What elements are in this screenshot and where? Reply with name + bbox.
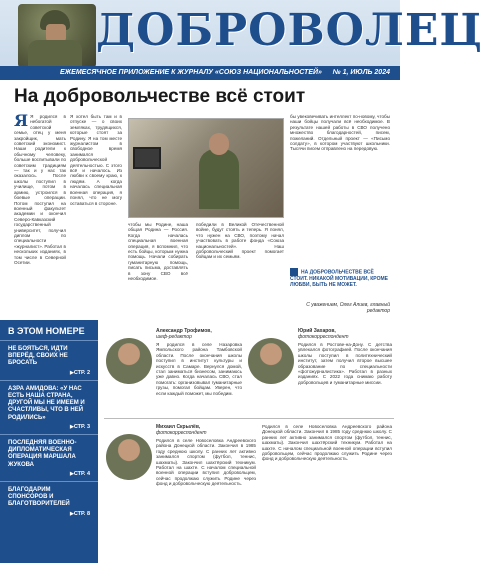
masthead-bar bbox=[0, 66, 400, 80]
pull-quote bbox=[290, 268, 390, 288]
sidebar-title: В ЭТОМ НОМЕРЕ bbox=[0, 320, 98, 341]
contents-item-page: ▶ СТР. 8 bbox=[8, 511, 90, 518]
contents-item[interactable] bbox=[0, 482, 98, 521]
monitor-shape bbox=[133, 147, 161, 169]
author-photo bbox=[248, 338, 294, 384]
author-role: шеф-редактор bbox=[156, 334, 192, 340]
author-role: фотокорреспондент bbox=[298, 334, 349, 340]
contents-item-text: БЛАГОДАРИМ СПОНСОРОВ И БЛАГОТВОРИТЕЛЕЙ bbox=[8, 487, 70, 508]
author-bio: Родился в селе Новоселовка Андреевского района Донецкой области. Закончил в 1985 году среднюю школу. С ранних лет активно занимался спортом (футбол, теннис, шахматы). Закончил шахтёрский техникум. Работал на шахте. С началом специальной военной операции вступил добровольцем, сейчас продолжаю служить Родине через фонд и добровольческую деятельность. bbox=[156, 438, 256, 487]
author-photo bbox=[106, 434, 152, 480]
contents-sidebar bbox=[0, 320, 98, 563]
issue-number: № 1, ИЮЛЬ 2024 bbox=[332, 69, 390, 76]
quote-marker-icon bbox=[290, 268, 298, 276]
author-bio-extra bbox=[106, 388, 152, 408]
contents-item-page: ▶ СТР. 2 bbox=[8, 370, 90, 377]
newspaper-title: ДОБРОВОЛЕЦ bbox=[96, 5, 483, 56]
person-shape bbox=[199, 149, 239, 209]
contents-item-text: АЗРА АМИДОВА: «У НАС ЕСТЬ НАША СТРАНА, ДРУГОЙ МЫ НЕ ИМЕЕМ И СЧАСТЛИВЫ, ЧТО В НЕЙ РОДИЛИСЬ» bbox=[8, 385, 85, 421]
author-photo bbox=[106, 338, 152, 384]
article-column-5: бы увековечивать интеллект по-новому, чтобы наши бойцы получали всё необходимое. В результате нашей работы в СВО получено множество благодарностей, писем, пожеланий. Отдельный проект — «Письмо солдату», в котором участвуют школьники. Тысячи писем отправлено на передовую. bbox=[290, 114, 390, 152]
soldier-photo bbox=[18, 4, 96, 68]
masthead-subtitle: ЕЖЕМЕСЯЧНОЕ ПРИЛОЖЕНИЕ К ЖУРНАЛУ «СОЮЗ НАЦИОНАЛЬНОСТЕЙ» bbox=[60, 69, 322, 76]
article-column-2: Я хотел быть там и в отпуске — о своих земляках, трудящихся, которые стоят за Родину. Я на том месте журналистом в свободное время занимался добровольческой деятельностью. С этого всё и началось. Из любви к своему краю, к людям. А когда началась специальная военная операция, я понял, что не могу оставаться в стороне. bbox=[70, 114, 122, 206]
author-byline bbox=[298, 328, 392, 340]
contents-item[interactable] bbox=[0, 435, 98, 482]
quote-box bbox=[290, 268, 390, 314]
section-divider bbox=[104, 418, 394, 419]
contents-item-page: ▶ СТР. 4 bbox=[8, 471, 90, 478]
drop-cap: Я bbox=[14, 111, 29, 130]
author-role: фотокорреспондент bbox=[156, 430, 207, 436]
contents-item-text: ПОСЛЕДНЯЯ ВОЕННО-ДИПЛОМАТИЧЕСКАЯ ОПЕРАЦИЯ МАРШАЛА ЖУКОВА bbox=[8, 440, 77, 468]
author-name: Александр Трофимов, bbox=[156, 328, 212, 334]
article-column-1-text: Я родился в небогатой советской семье, отец у меня закройщик, мать советский экономист. Наши родители к обычному человеку, больше воспитывали по советским традициям — так и у нас так оказалось. После школы поступил в училище, потом в армию, устроился в боевые операции. Потом поступил на военный факультет академии и окончил Северо-Кавказский государственный университет, получил диплом по специальности «журналист». Работал в нескольких изданиях, в том числе в Северной Осетии. bbox=[14, 114, 66, 265]
author-byline bbox=[156, 328, 242, 340]
pull-quote-text: НА ДОБРОВОЛЬЧЕСТВЕ ВСЁ СТОИТ. НИКАКОЙ МОТИВАЦИИ, КРОМЕ ЛЮБВИ, БЫТЬ НЕ МОЖЕТ. bbox=[290, 269, 388, 289]
author-bio-continued: Родился в селе Новоселовка Андреевского района Донецкой области. Закончил в 1985 году среднюю школу. С ранних лет активно занимался спортом (футбол, теннис, шахматы). Закончил шахтёрский техникум. Работал на шахте. С началом специальной военной операции вступил добровольцем, сейчас продолжаю служить Родине через фонд и добровольческую деятельность. bbox=[262, 424, 392, 462]
author-name: Михаил Скрылёв, bbox=[156, 424, 201, 430]
article-column-4: победили в Великой Отечественной войне, будут стоять и теперь. Я понял, что нужен на СВО, поэтому начал участвовать в работе фонда «Союза национальностей». Наш добровольческий проект помогает бойцам и их семьям. bbox=[196, 222, 284, 260]
author-bio: Родился в Ростове-на-Дону. С детства увлекался фотографией. После окончания школы поступил в политехнический институт, затем получил второе высшее образование по специальности «фотожурналистика». Работал в разных изданиях. С 2022 года снимаю работу добровольцев и гуманитарные миссии. bbox=[298, 342, 392, 385]
author-name: Юрий Захаров, bbox=[298, 328, 336, 334]
editor-signature: С уважением, Олег Алиев, главный редактор bbox=[306, 302, 390, 315]
article-headline: На добровольчестве всё стоит bbox=[14, 86, 306, 107]
contents-item-text: НЕ БОЯТЬСЯ, ИДТИ ВПЕРЁД, СВОИХ НЕ БРОСАТЬ bbox=[8, 346, 68, 367]
contents-item-page: ▶ СТР. 3 bbox=[8, 424, 90, 431]
contents-item[interactable] bbox=[0, 381, 98, 435]
author-byline bbox=[156, 424, 256, 436]
author-bio: Я родился в селе Назаровка Ямпольского района Тамбовской области. После окончания школы поступил в институт культуры и искусств в Самаре. Вернулся домой, стал заниматься бизнесом, занимаюсь уже давно. Когда началась СВО, стал помогать: организовывал гуманитарные грузы, помогал бойцам. Уверен, что если каждый поможет, мы победим. bbox=[156, 342, 242, 396]
article-column-3: чтобы мы Родине, наша общая Родина — Россия. Когда началась специальная военная операция, я вспомнил, что есть бойцы, которым нужна помощь. Начали собирать гуманитарную помощь, писать письма, доставлять в зону СВО всё необходимое. bbox=[128, 222, 188, 282]
masthead bbox=[0, 0, 483, 80]
contents-item[interactable] bbox=[0, 341, 98, 381]
head-shape bbox=[209, 133, 229, 155]
editor-photo bbox=[128, 118, 284, 218]
article-column-1 bbox=[14, 111, 66, 320]
